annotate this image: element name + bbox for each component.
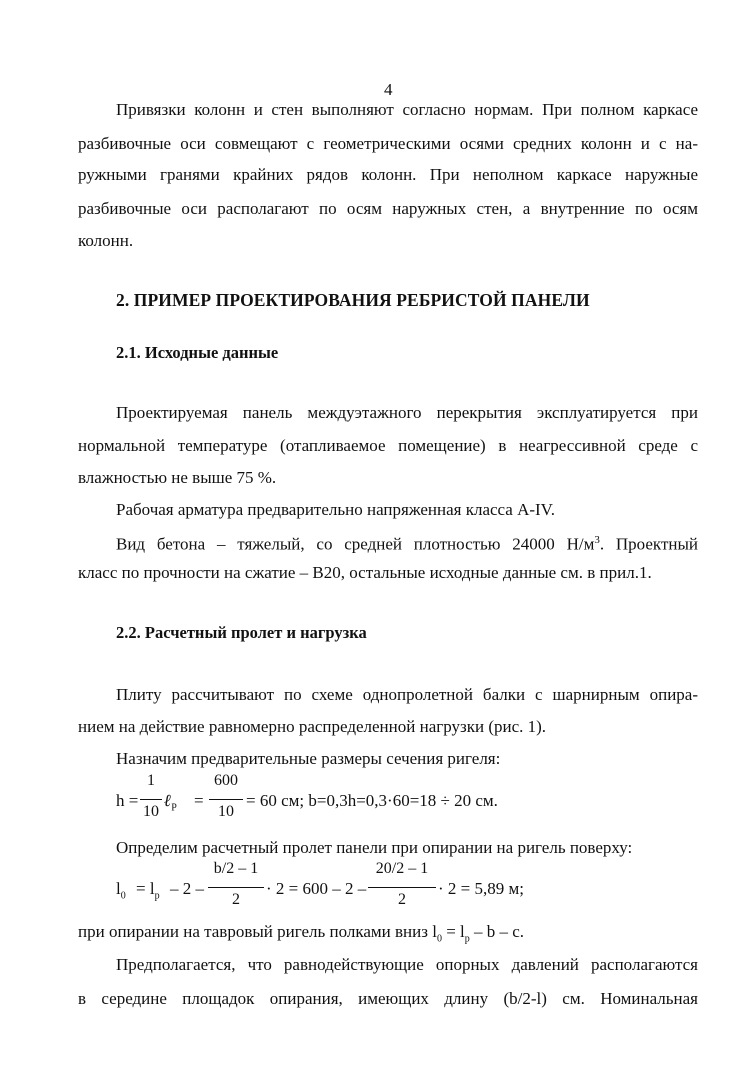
p-concrete-line-1 [116, 530, 698, 555]
f2-mid: · 2 = 600 – 2 – [266, 879, 367, 898]
tee-sub-0: 0 [436, 933, 442, 945]
f2-frac2-bar [368, 887, 436, 888]
f1-frac2-den: 10 [218, 803, 234, 820]
f2-lp-symbol: = l [136, 879, 155, 898]
f2-minus: – 2 – [170, 879, 204, 898]
f1-ell [164, 791, 177, 818]
f1-frac2-num: 600 [214, 772, 238, 789]
p-design-span: Определим расчетный пролет панели при опирании на ригель поверху: [116, 838, 633, 857]
f2-lp [136, 879, 160, 906]
tee-text-c: – b – c. [469, 922, 525, 941]
f2-lp-sub: p [154, 890, 160, 902]
f1-ell-symbol: ℓ [164, 791, 172, 810]
f1-ell-sub: P [171, 802, 177, 814]
intro-line-1: Привязки колонн и стен выполняют согласно нормам. При полном каркасе [116, 100, 698, 119]
f1-frac1-den: 10 [143, 803, 159, 820]
f1-lhs: h = [116, 791, 139, 810]
p-span-line-2: нием на действие равномерно распределенной нагрузки (рис. 1). [78, 717, 547, 736]
f2-l0 [116, 879, 126, 906]
f2-frac1-bar [208, 887, 264, 888]
concrete-text-a: Вид бетона – тяжелый, со средней плотностью 24000 Н/м [116, 534, 595, 554]
subsection-title-2-1: 2.1. Исходные данные [116, 343, 279, 362]
tee-text-a: при опирании на тавровый ригель полками вниз l [78, 922, 437, 941]
f2-rest: · 2 = 5,89 м; [438, 879, 524, 898]
f2-frac2-den: 2 [398, 891, 406, 908]
concrete-text-b: . Проектный [599, 534, 698, 554]
f1-frac1-num: 1 [147, 772, 155, 789]
f2-frac2-num: 20/2 – 1 [375, 860, 429, 877]
p-initial-line-1: Проектируемая панель междуэтажного перекрытия эксплуатируется при [116, 403, 698, 422]
p-beam-sizes: Назначим предварительные размеры сечения ригеля: [116, 749, 501, 768]
f1-frac1-bar [140, 799, 162, 800]
tee-sub-p: p [464, 933, 470, 945]
p-span-line-1: Плиту рассчитывают по схеме однопролетной балки с шарнирным опира- [116, 685, 698, 704]
p-concrete-line-2: класс по прочности на сжатие – В20, остальные исходные данные см. в прил.1. [78, 563, 652, 582]
intro-line-4: разбивочные оси располагают по осям наружных стен, а внутренние по осям [78, 199, 698, 218]
intro-line-2: разбивочные оси совмещают с геометрическими осями средних колонн и с на- [78, 134, 698, 153]
page-number: 4 [384, 80, 393, 99]
section-title: 2. ПРИМЕР ПРОЕКТИРОВАНИЯ РЕБРИСТОЙ ПАНЕЛИ [116, 290, 590, 310]
f2-frac1-num: b/2 – 1 [213, 860, 259, 877]
intro-line-5: колонн. [78, 231, 134, 250]
f1-eq: = [194, 791, 204, 810]
f2-frac1-den: 2 [232, 891, 240, 908]
p-tee-beam [78, 922, 524, 949]
tee-text-b: = l [441, 922, 465, 941]
f2-l0-sub: 0 [120, 890, 126, 902]
p-reinforcement: Рабочая арматура предварительно напряженная класса A-IV. [116, 500, 556, 519]
p-initial-line-2: нормальной температуре (отапливаемое помещение) в неагрессивной среде с [78, 436, 698, 455]
intro-line-3: ружными гранями крайних рядов колонн. При неполном каркасе наружные [78, 165, 698, 184]
subsection-title-2-2: 2.2. Расчетный пролет и нагрузка [116, 623, 367, 642]
p-support-line-1: Предполагается, что равнодействующие опорных давлений располагаются [116, 955, 698, 974]
p-initial-line-3: влажностью не выше 75 %. [78, 468, 277, 487]
f2-l0-symbol: l [116, 879, 121, 898]
p-support-line-2: в середине площадок опирания, имеющих длину (b/2-l) см. Номинальная [78, 989, 698, 1008]
f1-rest: = 60 см; b=0,3h=0,3·60=18 ÷ 20 см. [246, 791, 498, 810]
concrete-sup: 3 [594, 534, 600, 546]
f1-frac2-bar [209, 799, 243, 800]
